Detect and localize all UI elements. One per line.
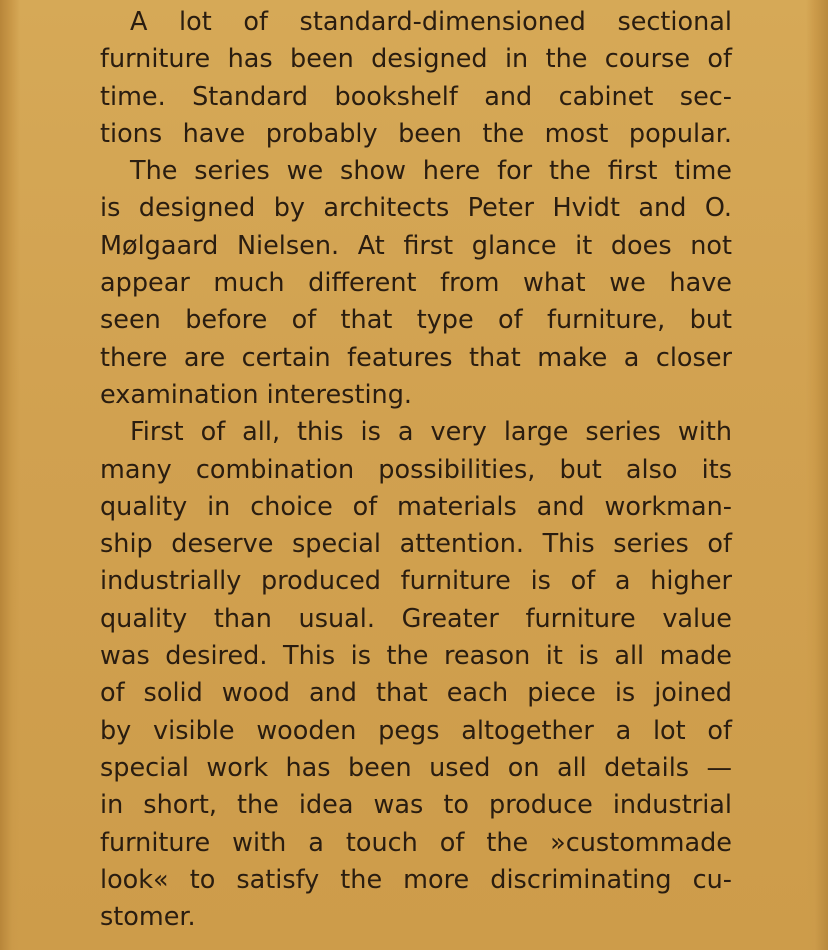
text-line: seen before of that type of furniture, but [100,305,732,336]
text-line: furniture has been designed in the course of [100,44,732,75]
page-edge-right [806,0,828,950]
text-line: there are certain features that make a closer [100,342,732,373]
text-line: special work has been used on all details — [100,752,732,783]
text-line: look« to satisfy the more discriminating cu- [100,864,732,895]
article-text [100,4,732,936]
text-line: by visible wooden pegs altogether a lot of [100,715,732,746]
text-line: industrially produced furniture is of a higher [100,566,732,597]
text-line: The series we show here for the first time [130,156,732,187]
text-line: was desired. This is the reason it is all made [100,641,732,672]
text-line: quality in choice of materials and workman- [100,491,732,522]
text-line: is designed by architects Peter Hvidt and O. [100,193,732,224]
text-line: examination interesting. [100,379,412,410]
text-line: time. Standard bookshelf and cabinet sec- [100,81,732,112]
text-line: stomer. [100,902,196,933]
text-line: many combination possibilities, but also its [100,454,732,485]
text-line: Mølgaard Nielsen. At first glance it does not [100,230,732,261]
text-line: ship deserve special attention. This series of [100,529,732,560]
text-line: furniture with a touch of the »custommade [100,827,732,858]
paragraph-3 [100,414,732,936]
paragraph-2 [100,153,732,414]
text-line: A lot of standard-dimensioned sectional [130,7,732,37]
text-line: tions have probably been the most popular. [100,118,732,149]
paragraph-1 [100,4,732,153]
page-edge-left [0,0,20,950]
text-line: of solid wood and that each piece is joined [100,678,732,709]
text-line: in short, the idea was to produce industrial [100,790,732,821]
text-line: appear much different from what we have [100,268,732,299]
text-line: First of all, this is a very large series with [130,417,732,448]
text-line: quality than usual. Greater furniture value [100,603,732,634]
